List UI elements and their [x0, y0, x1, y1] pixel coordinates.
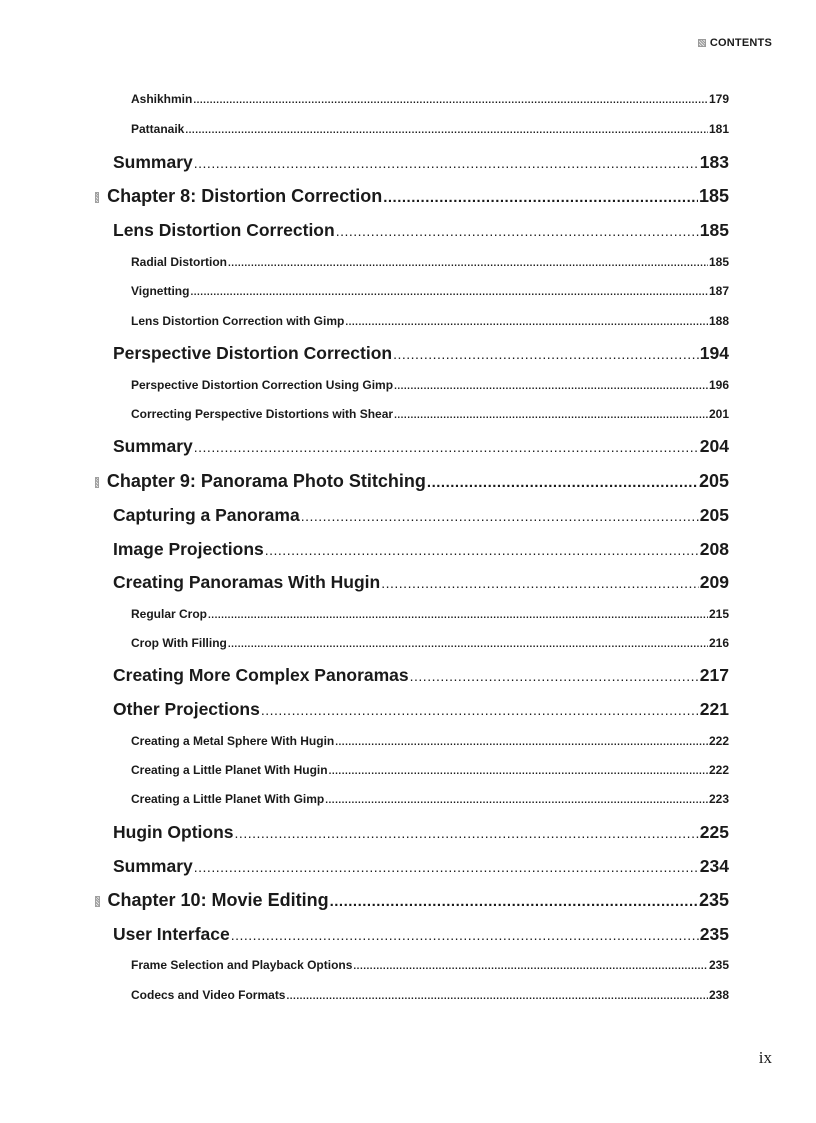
toc-section-entry — [113, 539, 729, 561]
dot-leader — [301, 508, 699, 524]
dot-leader — [427, 474, 698, 491]
toc-subsection-entry — [131, 407, 729, 423]
toc-entry-title: Creating Panoramas With Hugin — [113, 572, 381, 592]
toc-entry-page: 221 — [699, 699, 729, 719]
toc-entry-page: 205 — [698, 471, 729, 491]
toc-section-entry — [113, 436, 729, 458]
toc-entry-page: 201 — [708, 407, 729, 421]
toc-entry-title: Perspective Distortion Correction — [113, 343, 393, 363]
dot-leader — [190, 287, 708, 298]
dot-leader — [325, 795, 708, 806]
toc-entry-title: Lens Distortion Correction — [113, 220, 335, 240]
dot-leader — [381, 575, 699, 591]
dot-leader — [194, 155, 699, 171]
dot-leader — [231, 927, 699, 943]
toc-section-entry — [113, 822, 729, 844]
toc-entry-title: Creating a Little Planet With Gimp — [131, 792, 325, 806]
toc-entry-page: 217 — [699, 665, 729, 685]
toc-entry-page: 188 — [708, 314, 729, 328]
dot-leader — [394, 410, 708, 421]
toc-section-entry — [113, 699, 729, 721]
toc-entry-page: 234 — [699, 856, 729, 876]
toc-entry-page: 183 — [699, 152, 729, 172]
toc-entry-title: Capturing a Panorama — [113, 505, 300, 525]
toc-section-entry — [113, 572, 729, 594]
toc-entry-page: 204 — [699, 436, 729, 456]
dot-leader — [194, 439, 699, 455]
dot-leader — [194, 859, 699, 875]
toc-entry-title: Codecs and Video Formats — [131, 988, 286, 1002]
toc-entry-page: 222 — [708, 763, 729, 777]
toc-subsection-entry — [131, 284, 729, 300]
toc-entry-title: Radial Distortion — [131, 255, 228, 269]
toc-chapter-entry — [95, 890, 729, 912]
toc-entry-title: Perspective Distortion Correction Using Gimp — [131, 378, 394, 392]
toc-entry-title: Correcting Perspective Distortions with Shear — [131, 407, 394, 421]
toc-subsection-entry — [131, 792, 729, 808]
toc-entry-page: 208 — [699, 539, 729, 559]
toc-subsection-entry — [131, 255, 729, 271]
toc-section-entry — [113, 665, 729, 687]
toc-entry-title: Summary — [113, 152, 193, 172]
dot-leader — [345, 317, 708, 328]
toc-entry-title: Creating a Little Planet With Hugin — [131, 763, 328, 777]
toc-entry-page: 225 — [699, 822, 729, 842]
running-header — [698, 37, 772, 49]
toc-entry-title: Chapter 9: Panorama Photo Stitching — [106, 471, 426, 491]
toc-entry-title: Crop With Filling — [131, 636, 227, 650]
toc-entry-page: 222 — [708, 734, 729, 748]
toc-section-entry — [113, 505, 729, 527]
dot-leader — [394, 381, 708, 392]
toc-entry-title: Vignetting — [131, 284, 190, 298]
toc-entry-page: 185 — [698, 186, 729, 206]
toc-entry-page: 238 — [708, 988, 729, 1002]
toc-entry-title: User Interface — [113, 924, 230, 944]
toc-entry-title: Chapter 8: Distortion Correction — [107, 186, 383, 206]
toc-entry-title: Image Projections — [113, 539, 264, 559]
dot-leader — [235, 825, 699, 841]
toc-subsection-entry — [131, 636, 729, 652]
toc-entry-title: Hugin Options — [113, 822, 234, 842]
toc-entry-page: 235 — [698, 890, 729, 910]
toc-chapter-entry — [95, 471, 729, 493]
toc-section-entry — [113, 856, 729, 878]
dot-leader — [329, 766, 708, 777]
toc-entry-page: 215 — [708, 607, 729, 621]
toc-entry-title: Summary — [113, 856, 193, 876]
dot-leader — [228, 258, 708, 269]
square-bullet-icon — [698, 39, 706, 47]
toc-section-entry — [113, 152, 729, 174]
toc-subsection-entry — [131, 607, 729, 623]
toc-section-entry — [113, 220, 729, 242]
dot-leader — [410, 668, 699, 684]
toc-entry-title: Summary — [113, 436, 193, 456]
toc-section-entry — [113, 924, 729, 946]
dot-leader — [185, 125, 708, 136]
dot-leader — [208, 610, 708, 621]
dot-leader — [393, 346, 699, 362]
toc-subsection-entry — [131, 122, 729, 138]
toc-subsection-entry — [131, 763, 729, 779]
header-label: CONTENTS — [709, 37, 772, 49]
toc-subsection-entry — [131, 378, 729, 394]
toc-chapter-entry — [95, 186, 729, 208]
page-number: ix — [758, 1048, 772, 1067]
toc-entry-page: 235 — [708, 958, 729, 972]
dot-leader — [228, 639, 708, 650]
toc-subsection-entry — [131, 958, 729, 974]
toc-entry-title: Lens Distortion Correction with Gimp — [131, 314, 345, 328]
toc-subsection-entry — [131, 734, 729, 750]
toc-entry-page: 185 — [708, 255, 729, 269]
toc-entry-page: 179 — [708, 92, 729, 106]
dot-leader — [261, 702, 699, 718]
toc-entry-title: Pattanaik — [131, 122, 185, 136]
toc-entry-title: Ashikhmin — [131, 92, 193, 106]
toc-section-entry — [113, 343, 729, 365]
dot-leader — [336, 223, 699, 239]
square-bullet-icon — [95, 477, 99, 488]
toc-entry-page: 185 — [699, 220, 729, 240]
toc-entry-page: 223 — [708, 792, 729, 806]
toc-entry-page: 205 — [699, 505, 729, 525]
toc-subsection-entry — [131, 92, 729, 108]
toc-entry-page: 196 — [708, 378, 729, 392]
square-bullet-icon — [95, 192, 99, 203]
dot-leader — [193, 95, 708, 106]
toc-entry-title: Creating a Metal Sphere With Hugin — [131, 734, 335, 748]
toc-subsection-entry — [131, 314, 729, 330]
dot-leader — [286, 991, 707, 1002]
toc-entry-page: 235 — [699, 924, 729, 944]
toc-entry-title: Creating More Complex Panoramas — [113, 665, 409, 685]
dot-leader — [353, 961, 708, 972]
toc-entry-title: Other Projections — [113, 699, 260, 719]
toc-entry-title: Frame Selection and Playback Options — [131, 958, 353, 972]
toc-entry-page: 187 — [708, 284, 729, 298]
toc-subsection-entry — [131, 988, 729, 1004]
dot-leader — [383, 189, 698, 206]
toc-entry-page: 194 — [699, 343, 729, 363]
toc-entry-page: 216 — [708, 636, 729, 650]
toc-entry-page: 209 — [699, 572, 729, 592]
dot-leader — [265, 542, 699, 558]
toc-entry-page: 181 — [708, 122, 729, 136]
dot-leader — [330, 893, 698, 910]
square-bullet-icon — [95, 896, 100, 907]
dot-leader — [335, 737, 708, 748]
toc-entry-title: Chapter 10: Movie Editing — [107, 890, 329, 910]
toc-entry-title: Regular Crop — [131, 607, 208, 621]
